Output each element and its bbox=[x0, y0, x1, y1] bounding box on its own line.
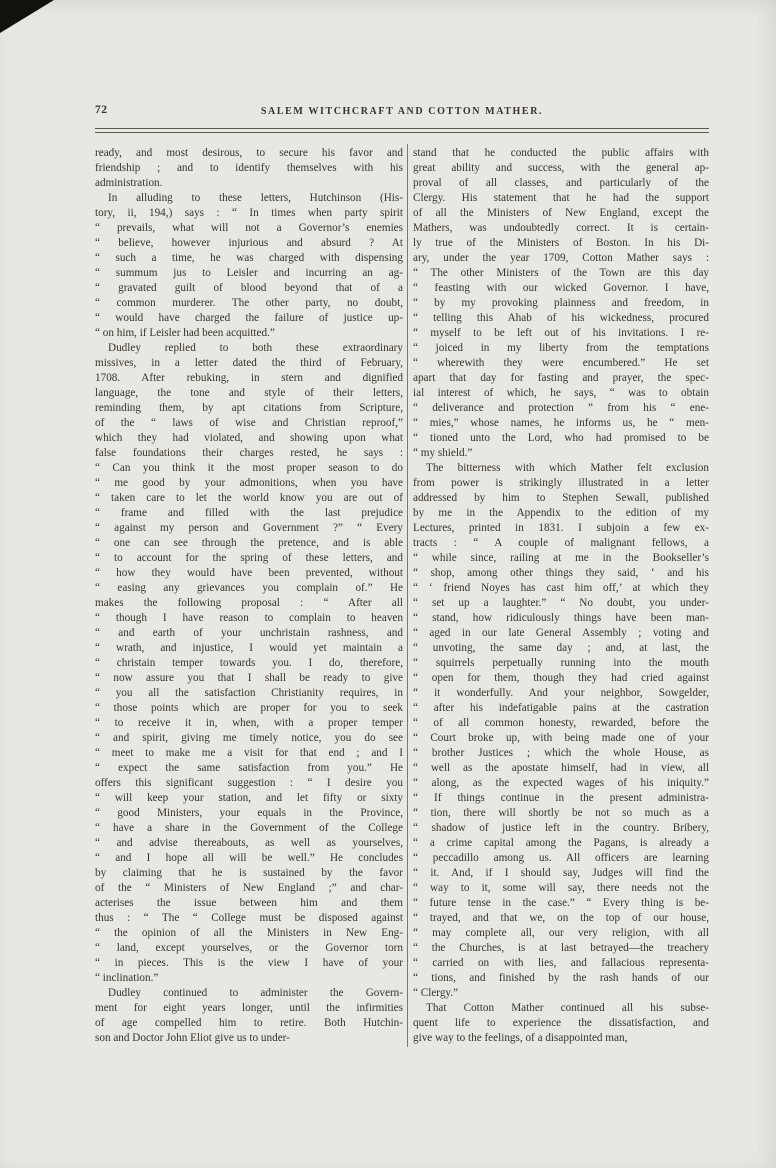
text-line: “ a crime capital among the Pagans, is already a bbox=[413, 837, 709, 849]
text-line: by me in the Appendix to the edition of my bbox=[413, 507, 709, 519]
text-line: “ land, except yourselves, or the Governor torn bbox=[95, 942, 403, 954]
text-line: “ brother Justices ; which the whole House, as bbox=[413, 747, 709, 759]
text-line: “ it wonderfully. And your neighbor, Sowgelder, bbox=[413, 687, 709, 699]
text-line: son and Doctor John Eliot give us to under- bbox=[95, 1032, 290, 1044]
text-line: “ now assure you that I shall be ready to give bbox=[95, 672, 403, 684]
text-line: “ tion, there will shortly be not so much as a bbox=[413, 807, 709, 819]
text-line: “ by my provoking plainness and freedom, in bbox=[413, 297, 709, 309]
text-line: “ prevails, what will not a Governor’s enemies bbox=[95, 222, 403, 234]
text-line: of the “ Ministers of New England ;” and char- bbox=[95, 882, 403, 894]
text-line: “ shop, among other things they said, ‘ and his bbox=[413, 567, 709, 579]
text-line: “ have a share in the Government of the College bbox=[95, 822, 403, 834]
text-line: false foundations their charges rested, he says : bbox=[95, 447, 403, 459]
text-line: “ open for them, though they had cried against bbox=[413, 672, 709, 684]
text-line: “ mies,” whose names, he informs us, he “ men- bbox=[413, 417, 709, 429]
text-line: ary, under the year 1709, Cotton Mather says : bbox=[413, 252, 709, 264]
text-line: by claiming that he is sustained by the favor bbox=[95, 867, 403, 879]
running-head: SALEM WITCHCRAFT AND COTTON MATHER. bbox=[260, 106, 544, 117]
text-line: “ you all the satisfaction Christianity requires, in bbox=[95, 687, 403, 699]
text-line: of age compelled him to retire. Both Hutchin- bbox=[95, 1017, 403, 1029]
text-line: ly true of the Ministers of Boston. In his Di- bbox=[413, 237, 709, 249]
text-line: from power is strikingly illustrated in a letter bbox=[413, 477, 709, 489]
text-line: The bitterness with which Mather felt exclusion bbox=[426, 462, 709, 474]
text-line: “ inclination.” bbox=[95, 972, 159, 984]
text-line: “ how they would have been prevented, without bbox=[95, 567, 403, 579]
text-line: “ easing any grievances you complain of.” He bbox=[95, 582, 403, 594]
text-line: “ Clergy.” bbox=[413, 987, 459, 999]
text-line: “ feasting with our wicked Governor. I have, bbox=[413, 282, 709, 294]
text-line: “ joiced in my liberty from the temptations bbox=[413, 342, 709, 354]
text-line: 1708. After rebuking, in stern and dignified bbox=[95, 372, 403, 384]
text-line: “ Court broke up, with being made one of your bbox=[413, 732, 709, 744]
text-line: thus : “ The “ College must be disposed against bbox=[95, 912, 403, 924]
text-line: “ peccadillo among us. All officers are learning bbox=[413, 852, 709, 864]
text-line: “ those points which are proper for you to seek bbox=[95, 702, 403, 714]
text-line: “ though I have reason to complain to heaven bbox=[95, 612, 403, 624]
text-line: “ tioned unto the Lord, who had promised to be bbox=[413, 432, 709, 444]
text-line: Clergy. His statement that he had the support bbox=[413, 192, 709, 204]
text-line: “ me good by your admonitions, when you have bbox=[95, 477, 403, 489]
text-line: give way to the feelings, of a disappointed man, bbox=[413, 1032, 628, 1044]
text-line: “ believe, however injurious and absurd ? At bbox=[95, 237, 403, 249]
text-line: which they had violated, and showing upon what bbox=[95, 432, 403, 444]
text-line: reminding them, by apt citations from Scripture, bbox=[95, 402, 403, 414]
text-line: “ my shield.” bbox=[413, 447, 473, 459]
text-line: That Cotton Mather continued all his subse- bbox=[426, 1002, 709, 1014]
text-line: Lectures, printed in 1831. I subjoin a few ex- bbox=[413, 522, 709, 534]
text-line: “ deliverance and protection ” from his “ ene- bbox=[413, 402, 709, 414]
text-line: “ on him, if Leisler had been acquitted.” bbox=[95, 327, 275, 339]
text-line: ready, and most desirous, to secure his favor and bbox=[95, 147, 403, 159]
text-line: proval of all classes, and particularly of the bbox=[413, 177, 709, 189]
text-line: “ frame and filled with the last prejudice bbox=[95, 507, 403, 519]
text-line: “ If things continue in the present administra- bbox=[413, 792, 709, 804]
text-line: Dudley continued to administer the Govern- bbox=[108, 987, 403, 999]
text-line: makes the following proposal : “ After all bbox=[95, 597, 403, 609]
text-line: “ the opinion of all the Ministers in New Eng- bbox=[95, 927, 403, 939]
text-line: “ summum jus to Leisler and incurring an ag- bbox=[95, 267, 403, 279]
text-line: “ meet to make me a visit for that end ; and I bbox=[95, 747, 403, 759]
text-line: “ common murderer. The other party, no doubt, bbox=[95, 297, 403, 309]
text-line: “ to receive it in, when, with a proper temper bbox=[95, 717, 403, 729]
text-line: “ wrath, and injustice, I would yet maintain a bbox=[95, 642, 403, 654]
text-line: “ shadow of justice left in the country. Bribery, bbox=[413, 822, 709, 834]
header-rule bbox=[95, 128, 709, 133]
text-line: “ squirrels perpetually running into the mouth bbox=[413, 657, 709, 669]
text-line: administration. bbox=[95, 177, 163, 189]
text-line: “ one can see through the pretence, and is able bbox=[95, 537, 403, 549]
text-line: of all the Ministers of New England, except the bbox=[413, 207, 709, 219]
right-column bbox=[413, 146, 709, 1046]
text-line: “ in pieces. This is the view I have of your bbox=[95, 957, 403, 969]
text-line: addressed by him to Stephen Sewall, published bbox=[413, 492, 709, 504]
text-line: In alluding to these letters, Hutchinson (His- bbox=[108, 192, 403, 204]
text-line: acterises the issue between him and them bbox=[95, 897, 403, 909]
text-line: quent life to experience the dissatisfaction, and bbox=[413, 1017, 709, 1029]
text-line: “ aged in our late General Assembly ; voting and bbox=[413, 627, 709, 639]
text-line: “ gravated guilt of blood beyond that of a bbox=[95, 282, 403, 294]
text-line: tracts : “ A couple of malignant fellows, a bbox=[413, 537, 709, 549]
text-line: “ set up a laughter.” “ No doubt, you under- bbox=[413, 597, 709, 609]
text-line: “ myself to be left out of his invitations. I re- bbox=[413, 327, 709, 339]
text-line: “ taken care to let the world know you are out of bbox=[95, 492, 403, 504]
column-divider bbox=[407, 144, 408, 1047]
text-line: “ stand, how ridiculously things have been man- bbox=[413, 612, 709, 624]
text-line: “ such a time, he was charged with dispensing bbox=[95, 252, 403, 264]
text-line: apart that day for fasting and prayer, the spec- bbox=[413, 372, 709, 384]
text-line: stand that he conducted the public affairs with bbox=[413, 147, 709, 159]
text-line: friendship ; and to identify themselves with his bbox=[95, 162, 403, 174]
text-line: “ unvoting, the same day ; and, at last, the bbox=[413, 642, 709, 654]
text-line: “ way to it, some will say, there needs not the bbox=[413, 882, 709, 894]
left-column bbox=[95, 146, 403, 1046]
text-line: “ may complete all, our very religion, with all bbox=[413, 927, 709, 939]
text-line: ment for eight years longer, until the infirmities bbox=[95, 1002, 403, 1014]
text-line: ial interest of which, he says, “ was to obtain bbox=[413, 387, 709, 399]
text-line: “ to account for the spring of these letters, and bbox=[95, 552, 403, 564]
text-line: Mathers, was undoubtedly correct. It is certain- bbox=[413, 222, 709, 234]
text-line: “ the Churches, is at last betrayed—the treachery bbox=[413, 942, 709, 954]
text-line: “ trayed, and that we, on the top of our house, bbox=[413, 912, 709, 924]
text-line: “ wherewith they were encumbered.” He set bbox=[413, 357, 709, 369]
text-line: “ future tense in the case.” “ Every thing is be- bbox=[413, 897, 709, 909]
text-line: “ after his indefatigable pains at the castration bbox=[413, 702, 709, 714]
text-line: “ expect the same satisfaction from you.” He bbox=[95, 762, 403, 774]
text-line: “ christain temper towards you. I do, therefore, bbox=[95, 657, 403, 669]
text-line: “ along, as the expected wages of his iniquity.” bbox=[413, 777, 709, 789]
text-line: “ good Ministers, your equals in the Province, bbox=[95, 807, 403, 819]
text-line: tory, ii, 194,) says : “ In times when party spirit bbox=[95, 207, 403, 219]
text-line: missives, in a letter dated the third of February, bbox=[95, 357, 403, 369]
text-line: of the “ laws of wise and Christian reproof,” bbox=[95, 417, 403, 429]
text-line: “ and I hope all will be well.” He concludes bbox=[95, 852, 403, 864]
text-line: “ it. And, if I should say, Judges will find the bbox=[413, 867, 709, 879]
text-line: “ carried on with lies, and fallacious representa- bbox=[413, 957, 709, 969]
text-line: “ would have charged the failure of justice up- bbox=[95, 312, 403, 324]
text-line: “ telling this Ahab of his wickedness, procured bbox=[413, 312, 709, 324]
text-line: offers this significant suggestion : “ I desire you bbox=[95, 777, 403, 789]
text-line: “ The other Ministers of the Town are this day bbox=[413, 267, 709, 279]
text-line: “ against my person and Government ?” “ Every bbox=[95, 522, 403, 534]
text-line: “ and advise thereabouts, as well as yourselves, bbox=[95, 837, 403, 849]
text-line: “ and earth of your unchristain rashness, and bbox=[95, 627, 403, 639]
text-line: “ of all common honesty, rewarded, before the bbox=[413, 717, 709, 729]
text-line: “ ‘ friend Noyes has cast him off,’ at which they bbox=[413, 582, 709, 594]
text-line: “ tions, and finished by the rash hands of our bbox=[413, 972, 709, 984]
page-number: 72 bbox=[95, 104, 108, 116]
text-line: “ will keep your station, and let fifty or sixty bbox=[95, 792, 403, 804]
text-line: great ability and success, with the general ap- bbox=[413, 162, 709, 174]
text-line: “ while since, railing at me in the Bookseller’s bbox=[413, 552, 709, 564]
text-line: “ well as the apostate himself, had in view, all bbox=[413, 762, 709, 774]
text-line: Dudley replied to both these extraordinary bbox=[108, 342, 403, 354]
scan-corner-artifact bbox=[0, 0, 54, 33]
text-line: language, the tone and style of their letters, bbox=[95, 387, 403, 399]
text-line: “ Can you think it the most proper season to do bbox=[95, 462, 403, 474]
text-line: “ and spirit, giving me timely notice, you do see bbox=[95, 732, 403, 744]
